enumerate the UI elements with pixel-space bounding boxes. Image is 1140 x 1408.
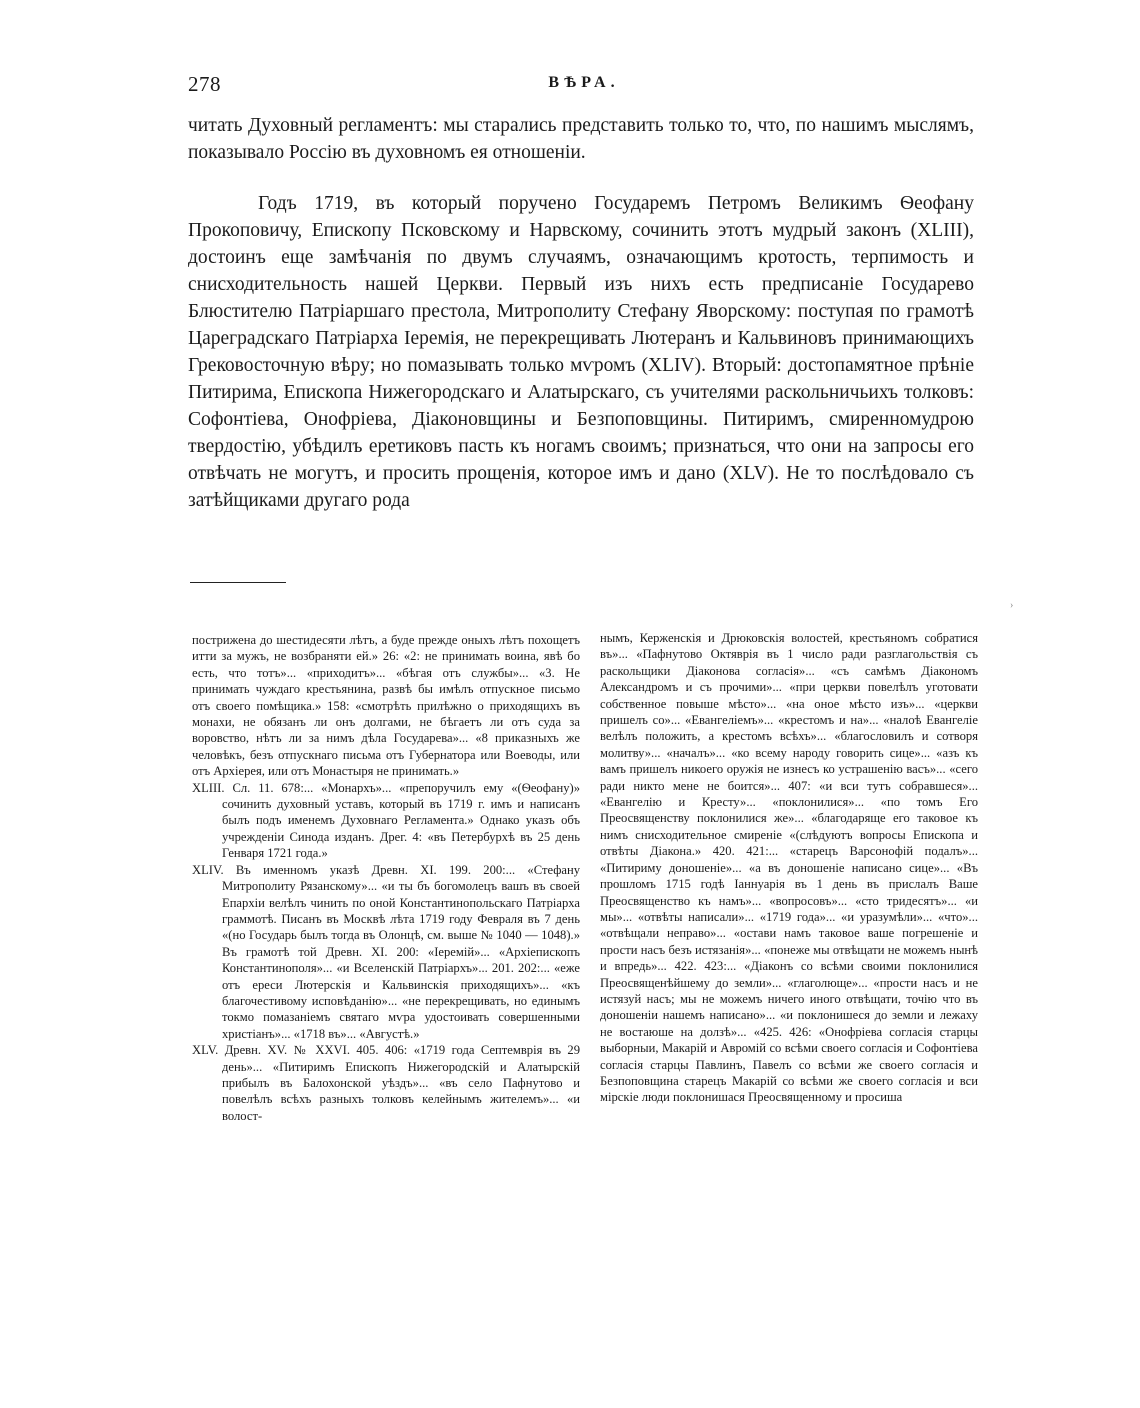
footnotes-left-column [192,632,580,1124]
footnote-xliii [192,780,580,862]
footnote-separator [190,582,286,583]
main-text-continuation: читать Духовный регламентъ: мы старались представить только то, что, по нашимъ мыслямъ, показывало Россію въ духовномъ ея отношеніи. [188,115,974,163]
footnote-xliv-tag: XLIV. [192,862,224,877]
footnote-xlv [192,1042,580,1124]
margin-mark-icon: › [1010,600,1014,611]
footnote-xlv-tag: XLV. [192,1043,219,1058]
running-title: ВѢРА. [548,74,620,91]
footnote-xliii-text: Сл. 11. 678:... «Монархъ»... «препоручилъ ему «(Ѳеофану)» сочинить духовный уставъ, который въ 1719 г. имъ и написанъ былъ подъ именемъ Духовнаго Регламента.» Однако указъ объ учрежденіи Синода изданъ. Дрег. 4: «въ Петербурхѣ въ 25 день Генваря 1721 года.» [222,780,581,861]
page-header [188,72,980,104]
footnote-xlv-text: Древн. XV. № XXVI. 405. 406: «1719 года Септемврія въ 29 день»... «Питиримъ Епископъ Нижегородскій и Алатырскій прибылъ въ Балохонской уѣздъ»... «въ село Пафнутово и повелѣлъ всѣхъ разныхъ толковъ келейнымъ жителемъ»... «и волост- [222,1043,580,1123]
footnote-xliv [192,862,580,1042]
page-number: 278 [188,72,221,96]
footnote-xliv-text: Въ именномъ указѣ Древн. XI. 199. 200:... «Стефану Митрополиту Рязанскому»... «и ты бъ богомолецъ вашъ въ своей Епархіи велѣлъ чинить по оной Константинопольскаго Патріарха граммотѣ. Писанъ въ Москвѣ лѣта 1719 году Февраля въ 7 день «(но Государь былъ тогда въ Олонцѣ, см. выше № 1040 — 1048).» Въ грамотѣ той Древн. XI. 200: «Іеремій»... «Архіепископъ Константинополя»... «и Вселенскій Патріархъ»... 201. 202:... «еже отъ ереси Лютерскія и Кальвинскія приходящихъ»... «къ благочестивому исповѣданію»... «не перекрещивать, но единымъ токмо помазаніемъ святаго мѵра удостоивать совершенными христіанъ»... «1718 въ»... «Августѣ.» [222,862,580,1041]
main-text-paragraph: Годъ 1719, въ который поручено Государемъ Петромъ Великимъ Ѳеофану Прокоповичу, Епископу Псковскому и Нарвскому, сочинить этотъ мудрый законъ (XLIII), достоинъ еще замѣчанія по двумъ случаямъ, означающимъ кротость, терпимость и снисходительность нашей Церкви. Первый изъ нихъ есть предписаніе Государево Блюстителю Патріаршаго престола, Митрополиту Стефану Яворскому: поступая по грамотѣ Цареградскаго Патріарха Іеремія, не перекрещивать Лютеранъ и Кальвиновъ принимающихъ Грековосточную вѣру; но помазывать только мѵромъ (XLIV). Вторый: достопамятное прѣніе Питирима, Епископа Нижегородскаго и Алатырскаго, съ учителями раскольничьихъ толковъ: Софонтіева, Онофріева, Діаконовщины и Безпоповщины. Питиримъ, смиренномудрою твердостію, убѣдилъ еретиковъ пасть къ ногамъ своимъ; признаться, что они на запросы его отвѣчать не могутъ, и просить прощенія, которое имъ и дано (XLV). Не то послѣдовало съ затѣйщиками другаго рода [188,193,974,511]
footnote-continuation: пострижена до шестидесяти лѣтъ, а буде прежде оныхъ лѣтъ похощетъ итти за мужъ, не возбраняти ей.» 26: «2: не принимать воина, явѣ бо есть, что тотъ»... «приходитъ»... «бѣгая отъ службы»... «3. Не принимать чуждаго крестьянина, развѣ бы имѣлъ отпускное письмо отъ своего помѣщика.» 158: «смотрѣть прилѣжно о приходящихъ въ монахи, не обязанъ ли онъ долгами, не бѣгаетъ ли отъ суда за воровство, нѣтъ ли за нимъ дѣла Государева»... «8 приказныхъ же человѣкъ, безъ отпускнаго письма отъ Губернатора или Воеводы, или отъ Архіерея, или отъ Монастыря не принимать.» [192,633,580,779]
main-text [188,112,974,514]
footnote-xlv-continuation: нымъ, Керженскія и Дрюковскія волостей, крестьяномъ собратися въ»... «Пафнутово Октяврія въ 1 число ради разглагольствія съ раскольщики Діаконова согласія»... «съ самѣмъ Діакономъ Александромъ и съ прочими»... «при церкви повелѣлъ уготовати собственное повыше мѣсто»... «на оное мѣсто изъ»... «церкви пришелъ со»... «Евангеліемъ»... «крестомъ и на»... «налоѣ Евангеліе велѣлъ положить, а крестомъ всѣхъ»... «благословилъ и сотворя молитву»... «началъ»... «ко всему народу говорить сице»... «азъ къ вамъ пришелъ никоего оружія не изнесъ ко устрашенію васъ»... «сего ради никто мене не боится»... 407: «и вси тутъ собравшеся»... «Евангелію и Кресту»... «поклонилися»... «по томъ Его Преосвященству поклонилися же»... «благодаряще его таковое къ нимъ снисходительное смиреніе «(слѣдуютъ вопросы Епископа и отвѣты Діакона.» 420. 421:... «старецъ Варсонофій подалъ»... «Питириму доношеніе»... «а въ доношеніе написано сице»... «Въ прошломъ 1715 годѣ Іаннуарія въ 1 день въ прислалъ Ваше Преосвященство къ намъ»... «вопросовъ»... «сто тридесятъ»... «и мы»... «отвѣты написали»... «1719 года»... «и уразумѣли»... «что»... «отвѣщали неправо»... «остави намъ таковое ваше погрешеніе и прости насъ безъ истязанія»... «понеже мы отвѣщати не можемъ нынѣ и впредь»... 422. 423:... «Діаконъ со всѣми своими поклонилися Преосвященѣйшему до земли»... «глаголюще»... «прости насъ и не истязуй насъ; мы не можемъ ничего иного отвѣщати, точію что въ доношеніи нашемъ написано»... «и поклонишеся до земли и лежаху не востаюше на долзѣ»... «425. 426: «Онофріева согласія старцы выборныи, Макарій и Авромій со всѣми своего согласія и Софонтіева согласія старцы Павлинъ, Павелъ со всѣми же своего согласія и Безпоповщина старецъ Макарій со всѣми же своего согласія и вси мірскіе люди поклонишася Преосвященному и просиша [600,631,978,1105]
footnotes-right-column [600,630,978,1106]
footnote-xliii-tag: XLIII. [192,780,225,795]
